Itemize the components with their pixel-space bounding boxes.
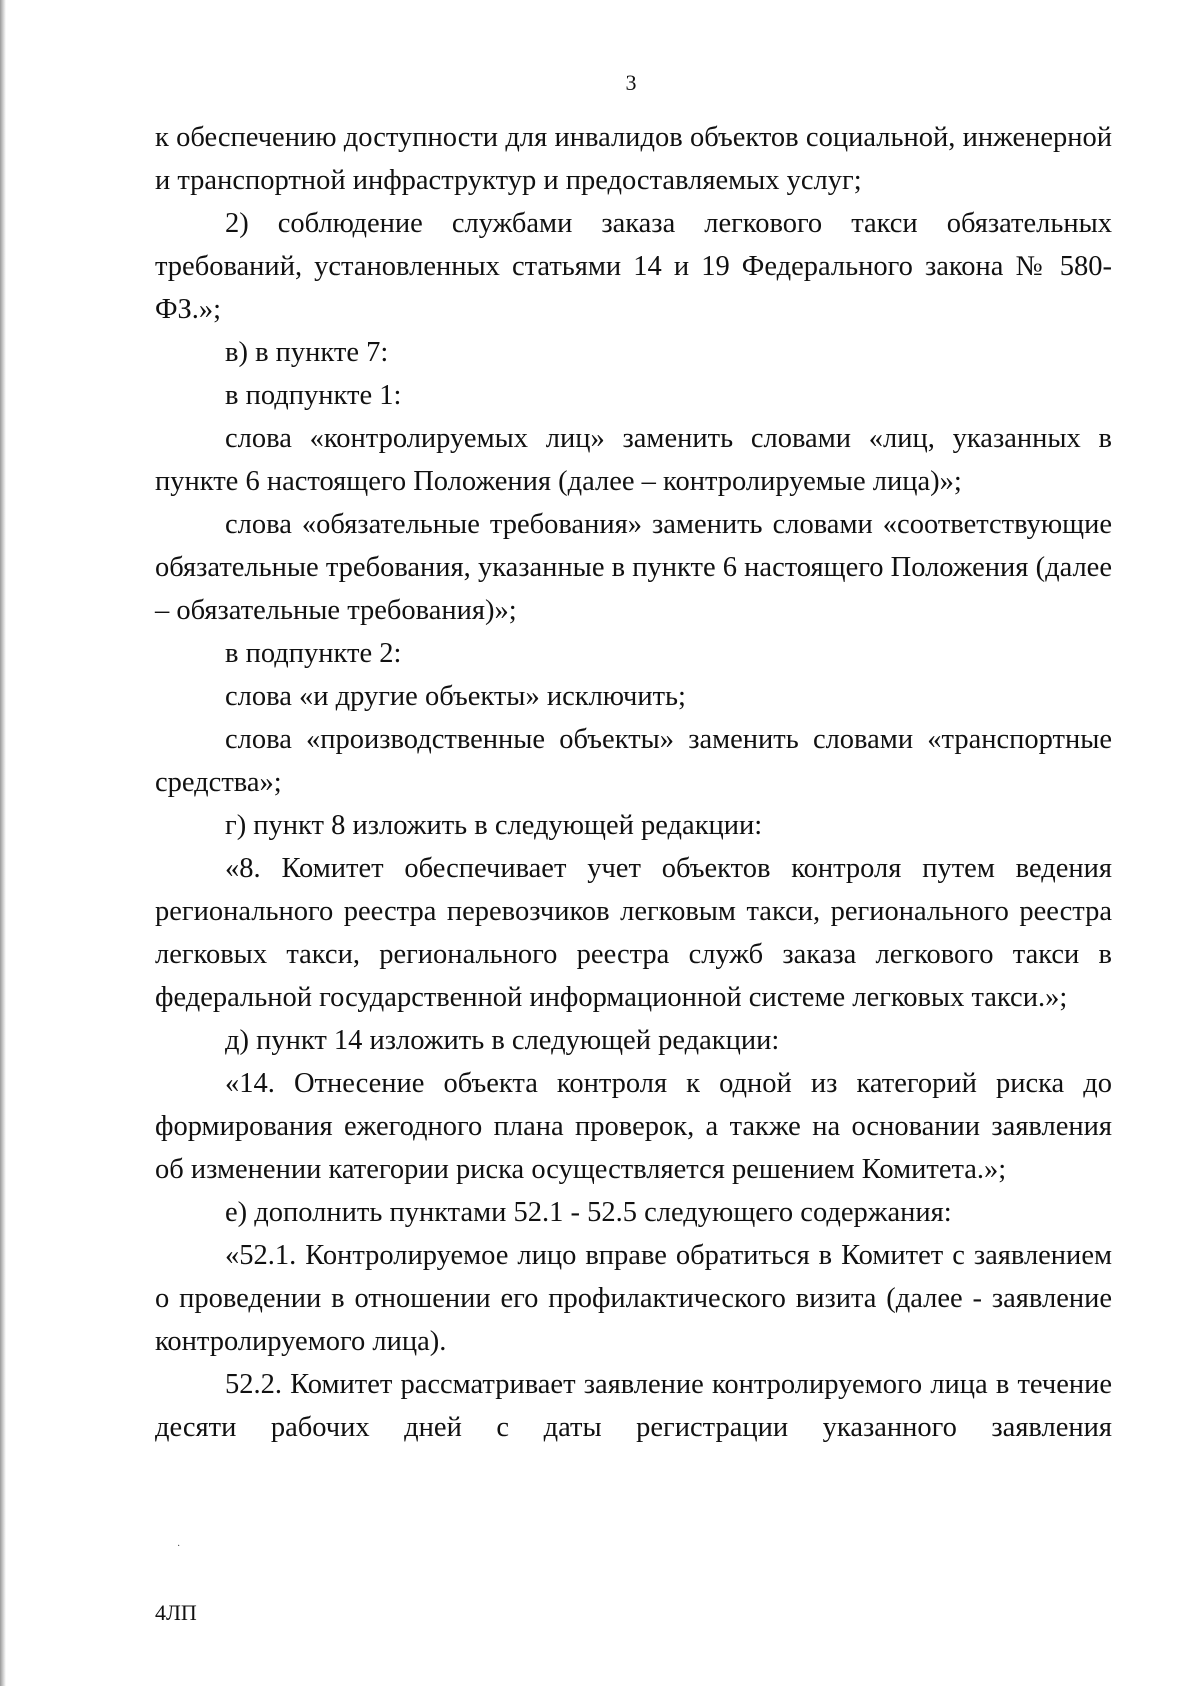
page-number: 3 xyxy=(625,70,637,95)
paragraph: слова «производственные объекты» заменить словами «транспортные средства»; xyxy=(155,724,1112,798)
paragraph: 2) соблюдение службами заказа легкового такси обязательных требований, установленных статьями 14 и 19 Федерального закона № 580-ФЗ.»; xyxy=(155,208,1112,325)
paragraph: д) пункт 14 изложить в следующей редакции: xyxy=(225,1025,780,1056)
document-body xyxy=(155,116,1112,1449)
paragraph: 52.2. Комитет рассматривает заявление контролируемого лица в течение десяти рабочих дней с даты регистрации указанного заявления xyxy=(155,1369,1112,1443)
paragraph: «8. Комитет обеспечивает учет объектов контроля путем ведения регионального реестра перевозчиков легковым такси, регионального реестра легковых такси, регионального реестра служб заказа легкового такси в федеральной государственной информационной системе легковых такси.»; xyxy=(155,853,1112,1013)
paragraph: в подпункте 2: xyxy=(225,638,402,669)
paragraph: е) дополнить пунктами 52.1 - 52.5 следующего содержания: xyxy=(225,1197,952,1228)
paragraph: г) пункт 8 изложить в следующей редакции: xyxy=(225,810,763,841)
paragraph: «14. Отнесение объекта контроля к одной из категорий риска до формирования ежегодного плана проверок, а также на основании заявления об изменении категории риска осуществляется решением Комитета.»; xyxy=(155,1068,1112,1185)
paragraph: «52.1. Контролируемое лицо вправе обратиться в Комитет с заявлением о проведении в отношении его профилактического визита (далее - заявление контролируемого лица). xyxy=(155,1240,1112,1357)
paragraph: в) в пункте 7: xyxy=(225,337,389,368)
paragraph: к обеспечению доступности для инвалидов объектов социальной, инженерной и транспортной инфраструктур и предоставляемых услуг; xyxy=(155,122,1112,196)
paragraph: слова «контролируемых лиц» заменить словами «лиц, указанных в пункте 6 настоящего Положения (далее – контролируемые лица)»; xyxy=(155,423,1112,497)
paragraph: в подпункте 1: xyxy=(225,380,402,411)
scan-edge xyxy=(0,0,6,1686)
paragraph: слова «обязательные требования» заменить словами «соответствующие обязательные требования, указанные в пункте 6 настоящего Положения (далее – обязательные требования)»; xyxy=(155,509,1112,626)
scan-speck: · xyxy=(177,1541,181,1552)
footer-code: 4ЛП xyxy=(155,1600,197,1625)
paragraph: слова «и другие объекты» исключить; xyxy=(225,681,686,712)
